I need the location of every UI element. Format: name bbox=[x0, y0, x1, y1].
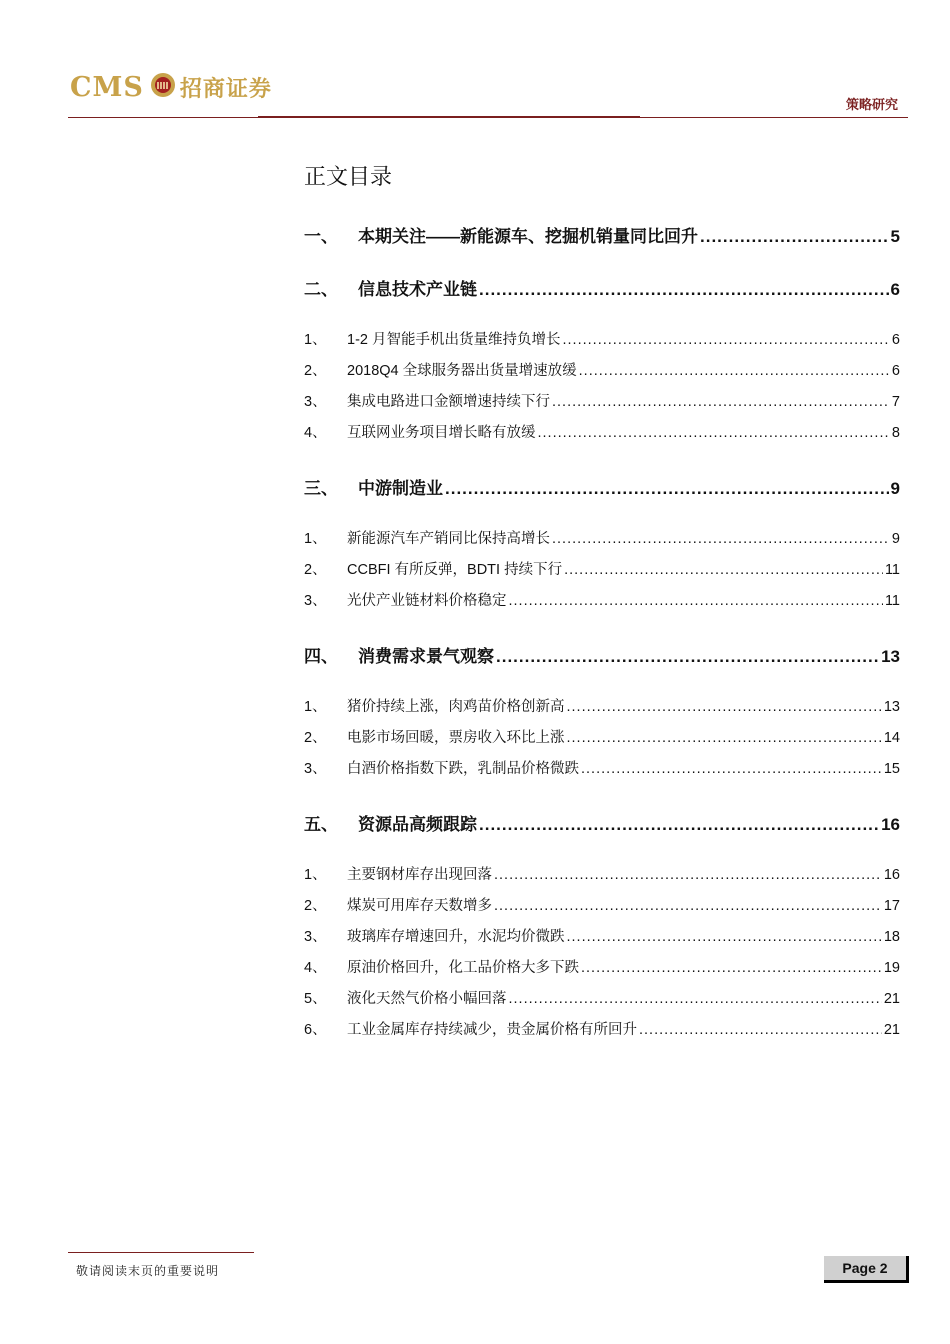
toc-subsection-label: 液化天然气价格小幅回落 bbox=[347, 991, 507, 1007]
toc-subsection-num: 3、 bbox=[304, 929, 327, 945]
page-number-badge: Page 2 bbox=[824, 1256, 909, 1283]
toc-subsection-num: 2、 bbox=[304, 898, 327, 914]
toc-section-page: 5 bbox=[890, 227, 900, 246]
toc-section-num: 四、 bbox=[304, 647, 338, 666]
toc-section[interactable] bbox=[304, 642, 900, 673]
toc-section-leader-dots bbox=[479, 815, 879, 835]
toc-subsection-leader-dots bbox=[563, 332, 890, 348]
toc-section[interactable] bbox=[304, 810, 900, 841]
toc-subsection-page: 11 bbox=[884, 562, 900, 578]
toc-subsection-label: 白酒价格指数下跌，乳制品价格微跌 bbox=[347, 761, 579, 777]
toc-subsection-page: 16 bbox=[883, 867, 900, 883]
toc-subsection-label: 新能源汽车产销同比保持高增长 bbox=[347, 531, 550, 547]
toc-section-label: 消费需求景气观察 bbox=[358, 647, 494, 666]
toc-section-leader-dots bbox=[496, 647, 879, 667]
toc-subsection-leader-dots bbox=[581, 960, 882, 976]
toc-section[interactable] bbox=[304, 222, 900, 253]
toc-subsection[interactable] bbox=[304, 1018, 900, 1049]
toc-subsection-leader-dots bbox=[567, 699, 882, 715]
toc-title: 正文目录 bbox=[304, 164, 393, 189]
toc-subsection-page: 21 bbox=[883, 1022, 900, 1038]
toc-subsection-label: 2018Q4 全球服务器出货量增速放缓 bbox=[347, 363, 577, 379]
toc-subsection-page: 15 bbox=[883, 761, 900, 777]
toc-subsection-leader-dots bbox=[552, 531, 890, 547]
toc-section-page: 6 bbox=[890, 280, 900, 299]
toc-subsection-leader-dots bbox=[552, 394, 890, 410]
toc-subsection-leader-dots bbox=[579, 363, 890, 379]
toc-subsection-leader-dots bbox=[509, 593, 883, 609]
toc-subsection-num: 4、 bbox=[304, 960, 327, 976]
toc-subsection-page: 13 bbox=[883, 699, 900, 715]
toc-subsection-page: 18 bbox=[883, 929, 900, 945]
toc-section-leader-dots bbox=[700, 227, 889, 247]
header-divider-accent bbox=[258, 116, 640, 118]
toc-subsection-num: 2、 bbox=[304, 730, 327, 746]
toc-subsection-page: 6 bbox=[891, 332, 900, 348]
toc-section-page: 16 bbox=[881, 815, 900, 834]
toc-subsection[interactable] bbox=[304, 527, 900, 558]
toc-subsection-num: 5、 bbox=[304, 991, 327, 1007]
toc-subsection-num: 1、 bbox=[304, 531, 327, 547]
toc-subsection[interactable] bbox=[304, 390, 900, 421]
toc-subsection-page: 6 bbox=[891, 363, 900, 379]
toc-subsection-label: 工业金属库存持续减少，贵金属价格有所回升 bbox=[347, 1022, 637, 1038]
toc-subsection-leader-dots bbox=[494, 898, 882, 914]
toc-subsection[interactable] bbox=[304, 726, 900, 757]
toc-subsection[interactable] bbox=[304, 558, 900, 589]
toc-subsection-leader-dots bbox=[567, 929, 882, 945]
section-tag: 策略研究 bbox=[845, 98, 898, 113]
toc-subsection-label: 光伏产业链材料价格稳定 bbox=[347, 593, 507, 609]
toc-subsection-num: 2、 bbox=[304, 562, 327, 578]
toc-subsection-page: 11 bbox=[884, 593, 900, 609]
toc-section-leader-dots bbox=[445, 479, 889, 499]
toc-section-leader-dots bbox=[479, 280, 889, 300]
toc-subsection-label: 原油价格回升，化工品价格大多下跌 bbox=[347, 960, 579, 976]
toc-section-num: 一、 bbox=[304, 227, 338, 246]
toc-section-label: 本期关注——新能源车、挖掘机销量同比回升 bbox=[358, 227, 698, 246]
toc-subsection-num: 1、 bbox=[304, 332, 327, 348]
toc-section-page: 13 bbox=[881, 647, 900, 666]
toc-section-label: 资源品高频跟踪 bbox=[358, 815, 477, 834]
company-logo bbox=[70, 72, 272, 103]
footer-disclaimer-note: 敬请阅读末页的重要说明 bbox=[76, 1264, 220, 1278]
toc-subsection-num: 3、 bbox=[304, 761, 327, 777]
toc-subsection-page: 21 bbox=[883, 991, 900, 1007]
toc-subsection-num: 1、 bbox=[304, 699, 327, 715]
toc-subsection[interactable] bbox=[304, 894, 900, 925]
toc-subsection[interactable] bbox=[304, 956, 900, 987]
footer-divider bbox=[68, 1252, 254, 1253]
toc-subsection-label: 集成电路进口金额增速持续下行 bbox=[347, 394, 550, 410]
toc-subsection[interactable] bbox=[304, 589, 900, 620]
toc-subsection-leader-dots bbox=[639, 1022, 882, 1038]
toc-subsection-num: 1、 bbox=[304, 867, 327, 883]
toc-subsection-label: 猪价持续上涨，肉鸡苗价格创新高 bbox=[347, 699, 565, 715]
toc-section-num: 五、 bbox=[304, 815, 338, 834]
toc-section[interactable] bbox=[304, 474, 900, 505]
toc-subsection-num: 3、 bbox=[304, 593, 327, 609]
toc-subsection-page: 7 bbox=[891, 394, 900, 410]
toc-subsection-leader-dots bbox=[509, 991, 882, 1007]
toc-subsection-page: 14 bbox=[883, 730, 900, 746]
toc-subsection-label: 互联网业务项目增长略有放缓 bbox=[347, 425, 536, 441]
toc-subsection-leader-dots bbox=[564, 562, 883, 578]
toc-subsection-leader-dots bbox=[494, 867, 882, 883]
toc-subsection-label: 煤炭可用库存天数增多 bbox=[347, 898, 492, 914]
toc-subsection-label: 主要钢材库存出现回落 bbox=[347, 867, 492, 883]
toc-subsection[interactable] bbox=[304, 421, 900, 452]
toc-subsection-page: 19 bbox=[883, 960, 900, 976]
toc-section-num: 三、 bbox=[304, 479, 338, 498]
toc-subsection[interactable] bbox=[304, 328, 900, 359]
logo-text-cn: 招商证券 bbox=[179, 76, 272, 102]
toc-subsection[interactable] bbox=[304, 925, 900, 956]
toc-section-num: 二、 bbox=[304, 280, 338, 299]
toc-subsection-label: 玻璃库存增速回升，水泥均价微跌 bbox=[347, 929, 565, 945]
toc-subsection-num: 6、 bbox=[304, 1022, 327, 1038]
toc-section-label: 信息技术产业链 bbox=[358, 280, 477, 299]
toc-subsection[interactable] bbox=[304, 863, 900, 894]
toc-section-page: 9 bbox=[890, 479, 900, 498]
toc-section[interactable] bbox=[304, 275, 900, 306]
toc-subsection[interactable] bbox=[304, 757, 900, 788]
table-of-contents bbox=[304, 222, 900, 1049]
toc-subsection-label: 电影市场回暖，票房收入环比上涨 bbox=[347, 730, 565, 746]
toc-subsection-num: 2、 bbox=[304, 363, 327, 379]
toc-section-label: 中游制造业 bbox=[358, 479, 443, 498]
toc-subsection-num: 4、 bbox=[304, 425, 327, 441]
toc-subsection-leader-dots bbox=[538, 425, 890, 441]
toc-subsection[interactable] bbox=[304, 987, 900, 1018]
toc-subsection-page: 9 bbox=[891, 531, 900, 547]
toc-subsection-page: 8 bbox=[891, 425, 900, 441]
logo-text-en: CMS bbox=[70, 72, 144, 103]
toc-subsection-leader-dots bbox=[567, 730, 882, 746]
logo-emblem-icon bbox=[150, 72, 176, 103]
toc-subsection-label: 1-2 月智能手机出货量维持负增长 bbox=[347, 332, 561, 348]
toc-subsection[interactable] bbox=[304, 695, 900, 726]
toc-subsection-num: 3、 bbox=[304, 394, 327, 410]
toc-subsection-page: 17 bbox=[883, 898, 900, 914]
toc-subsection[interactable] bbox=[304, 359, 900, 390]
toc-subsection-label: CCBFI 有所反弹，BDTI 持续下行 bbox=[347, 562, 563, 578]
toc-subsection-leader-dots bbox=[581, 761, 882, 777]
